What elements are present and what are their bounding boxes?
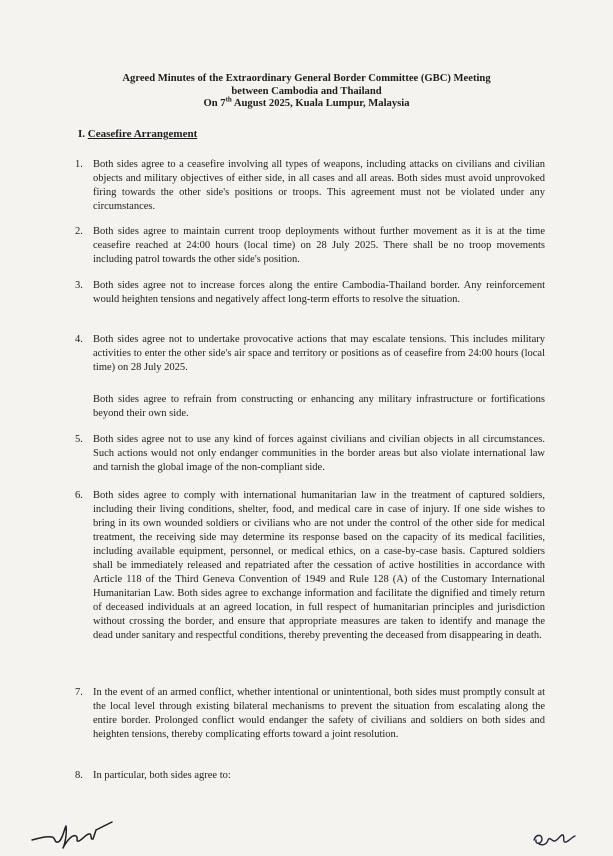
list-item-text: In the event of an armed conflict, whether intentional or unintentional, both sides must promptly consult at the local level through existing bilateral mechanisms to prevent the situation from escalating along the entire border. Prolonged conflict would endanger the safety of civilians and soldiers on both sides and heighten tensions, thereby complicating efforts toward a joint resolution. xyxy=(93,687,545,740)
list-item-text: Both sides agree not to increase forces along the entire Cambodia-Thailand border. Any reinforcement would heighten tensions and negatively affect long-term efforts to resolve the situation. xyxy=(93,280,545,305)
document-title xyxy=(0,73,613,111)
list-item-4-continued xyxy=(93,393,545,421)
title-line-2: between Cambodia and Thailand xyxy=(231,85,382,97)
list-item-text: Both sides agree to a ceasefire involving all types of weapons, including attacks on civilians and civilian objects and military objectives of either side, in all cases and all areas. Both sides must avoid unprovoked firing towards the other side's positions or troops. This agreement must not be violated under any circumstances. xyxy=(93,159,545,212)
list-item-5: 5. Both sides agree not to use any kind of forces against civilians and civilian objects in all circumstances. Such actions would not only endanger communities in the border areas but also violate international law and tarnish the global image of the non-compliant side. xyxy=(75,434,545,473)
list-item-text: Both sides agree to maintain current troop deployments without further movement as it is at the time ceasefire reached at 24:00 hours (local time) on 28 July 2025. There shall be no troop movements including patrol towards the other side's position. xyxy=(93,226,545,265)
section-title: Ceasefire Arrangement xyxy=(87,128,198,140)
title-line-1: Agreed Minutes of the Extraordinary General Border Committee (GBC) Meeting xyxy=(122,73,491,84)
list-item-7: 7. In the event of an armed conflict, whether intentional or unintentional, both sides must promptly consult at the local level through existing bilateral mechanisms to prevent the situation from escalating along the entire border. Prolonged conflict would endanger the safety of civilians and soldiers on both sides and heighten tensions, thereby complicating efforts toward a joint resolution. xyxy=(75,687,545,740)
section-heading: I. Ceasefire Arrangement xyxy=(78,128,198,140)
list-item-text: Both sides agree not to undertake provocative actions that may escalate tensions. This includes military activities to enter the other side's air space and territory or positions as of ceasefire from 24:00 hours (local time) on 28 July 2025. xyxy=(93,334,545,373)
list-item-4: 4. Both sides agree not to undertake provocative actions that may escalate tensions. This includes military activities to enter the other side's air space and territory or positions as of ceasefire from 24:00 hours (local time) on 28 July 2025. xyxy=(75,334,545,373)
title-line-3: On 7th August 2025, Kuala Lumpur, Malaysia xyxy=(203,95,410,109)
list-item-3: 3. Both sides agree not to increase forces along the entire Cambodia-Thailand border. Any reinforcement would heighten tensions and negatively affect long-term efforts to resolve the situation. xyxy=(75,280,545,305)
list-item-text: Both sides agree to refrain from constructing or enhancing any military infrastructure or fortifications beyond their own side. xyxy=(93,394,545,419)
list-item-1: 1. Both sides agree to a ceasefire involving all types of weapons, including attacks on civilians and civilian objects and military objectives of either side, in all cases and all areas. Both sides must avoid unprovoked firing towards the other side's positions or troops. This agreement must not be violated under any circumstances. xyxy=(75,159,545,212)
list-item-text: Both sides agree to comply with international humanitarian law in the treatment of captured soldiers, including their living conditions, shelter, food, and medical care in case of injury. If one side wishes to bring in its own wounded soldiers or civilians who are not under the control of the other side for medical treatment, the receiving side may determine its response based on the capacity of its medical facilities, including available equipment, personnel, or medical ethics, on a case-by-case basis. Captured soldiers shall be immediately released and repatriated after the cessation of active hostilities in accordance with Article 118 of the Third Geneva Convention of 1949 and Rule 128 (A) of the Customary International Humanitarian Law. Both sides agree to exchange information and facilitate the dignified and timely return of deceased individuals at an agreed location, in full respect of humanitarian principles and jurisdiction without crossing the border, and ensure that appropriate measures are taken to identify and manage the dead under sanitary and respectful conditions, thereby preventing the deceased from disappearing in death. xyxy=(93,490,545,641)
list-item-text: Both sides agree not to use any kind of forces against civilians and civilian objects in all circumstances. Such actions would not only endanger communities in the border areas but also violate international law and tarnish the global image of the non-compliant side. xyxy=(93,434,545,473)
handwritten-initials-left xyxy=(30,812,120,850)
list-item-text: In particular, both sides agree to: xyxy=(93,770,231,781)
list-item-2: 2. Both sides agree to maintain current troop deployments without further movement as it is at the time ceasefire reached at 24:00 hours (local time) on 28 July 2025. There shall be no troop movements including patrol towards the other side's position. xyxy=(75,226,545,265)
list-item-8: 8. In particular, both sides agree to: xyxy=(93,769,545,783)
list-item-6: 6. Both sides agree to comply with international humanitarian law in the treatment of captured soldiers, including their living conditions, shelter, food, and medical care in case of injury. If one side wishes to bring in its own wounded soldiers or civilians who are not under the control of the other side for medical treatment, the receiving side may determine its response based on the capacity of its medical facilities, including available equipment, personnel, or medical ethics, on a case-by-case basis. Captured soldiers shall be immediately released and repatriated after the cessation of active hostilities in accordance with Article 118 of the Third Geneva Convention of 1949 and Rule 128 (A) of the Customary International Humanitarian Law. Both sides agree to exchange information and facilitate the dignified and timely return of deceased individuals at an agreed location, in full respect of humanitarian principles and jurisdiction without crossing the border, and ensure that appropriate measures are taken to identify and manage the dead under sanitary and respectful conditions, thereby preventing the deceased from disappearing in death. xyxy=(75,490,545,641)
handwritten-initials-right xyxy=(530,826,578,850)
